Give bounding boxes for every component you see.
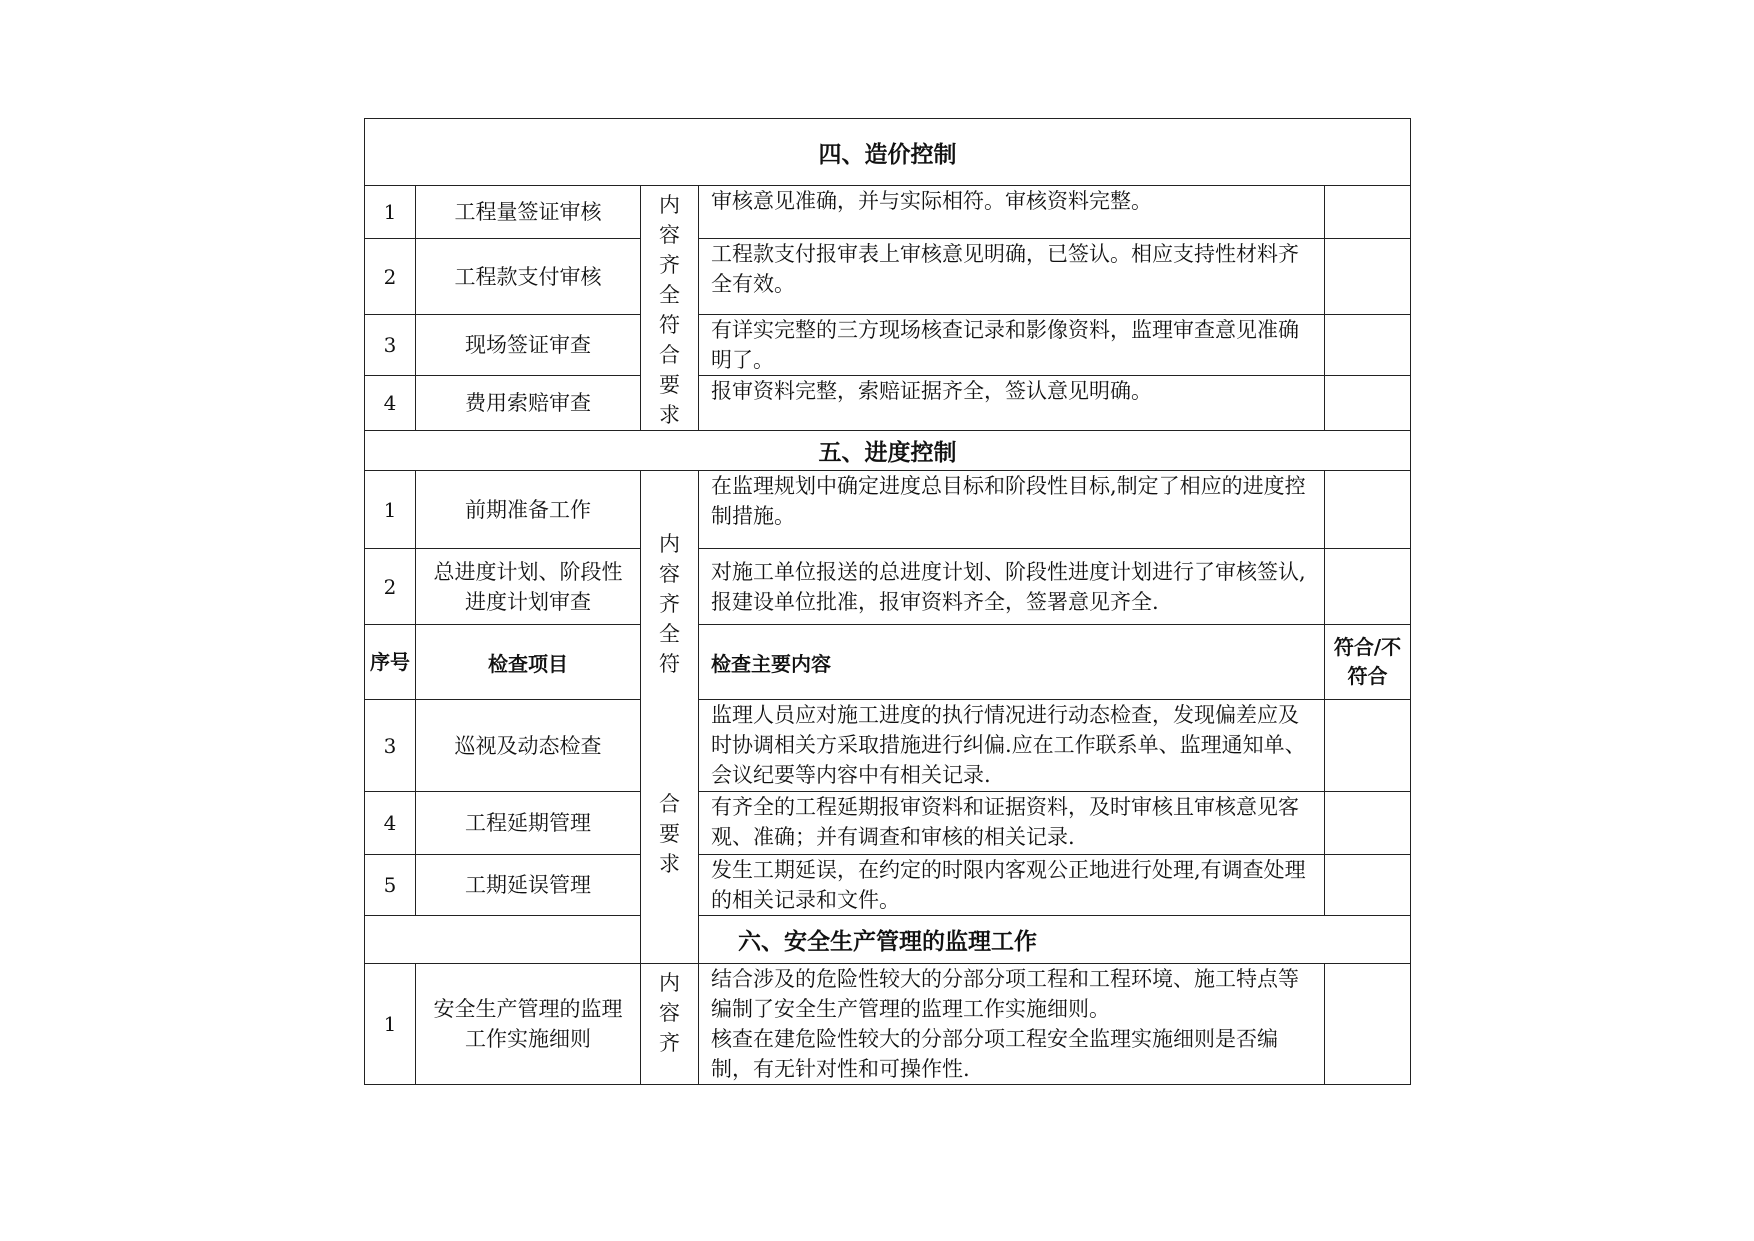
table-row — [365, 239, 1411, 315]
table-row — [365, 471, 1411, 549]
table-row — [365, 700, 1411, 792]
inspection-sheet — [364, 118, 1411, 1085]
header-number: 序号 — [365, 625, 416, 700]
conformity-cell[interactable] — [1325, 471, 1411, 549]
header-check-item: 检查项目 — [416, 625, 641, 700]
check-item: 工期延误管理 — [416, 855, 641, 916]
check-content: 审核意见准确，并与实际相符。审核资料完整。 — [699, 186, 1325, 239]
check-item: 费用索赔审查 — [416, 376, 641, 431]
conformity-cell[interactable] — [1325, 549, 1411, 625]
header-conformity: 符合/不符合 — [1325, 625, 1411, 700]
check-item: 安全生产管理的监理工作实施细则 — [416, 964, 641, 1085]
row-number: 5 — [365, 855, 416, 916]
header-check-content: 检查主要内容 — [699, 625, 1325, 700]
row-number: 2 — [365, 549, 416, 625]
section-title-schedule-control: 五、进度控制 — [365, 431, 1411, 471]
check-item: 工程款支付审核 — [416, 239, 641, 315]
check-content: 有详实完整的三方现场核查记录和影像资料，监理审查意见准确明了。 — [699, 315, 1325, 376]
conformity-cell[interactable] — [1325, 186, 1411, 239]
row-number: 1 — [365, 471, 416, 549]
check-item: 总进度计划、阶段性进度计划审查 — [416, 549, 641, 625]
check-content: 监理人员应对施工进度的执行情况进行动态检查，发现偏差应及时协调相关方采取措施进行纠偏.应在工作联系单、监理通知单、会议纪要等内容中有相关记录. — [699, 700, 1325, 792]
row-number: 2 — [365, 239, 416, 315]
table-row — [365, 376, 1411, 431]
check-content: 发生工期延误，在约定的时限内客观公正地进行处理,有调查处理的相关记录和文件。 — [699, 855, 1325, 916]
requirement-text: 内 容 齐 — [659, 971, 680, 1055]
check-item: 前期准备工作 — [416, 471, 641, 549]
table-row — [365, 549, 1411, 625]
check-content: 在监理规划中确定进度总目标和阶段性目标,制定了相应的进度控制措施。 — [699, 471, 1325, 549]
check-item: 现场签证审查 — [416, 315, 641, 376]
table-row — [365, 186, 1411, 239]
table-header-row — [365, 625, 1411, 700]
requirement-text-top: 内 容 齐 全 符 — [659, 532, 680, 676]
conformity-cell[interactable] — [1325, 700, 1411, 792]
row-number: 3 — [365, 315, 416, 376]
requirement-text-bottom: 合 要 求 — [659, 792, 680, 876]
row-number: 1 — [365, 964, 416, 1085]
requirement-cell — [641, 186, 699, 431]
check-item: 工程量签证审核 — [416, 186, 641, 239]
section-title-row — [365, 916, 1411, 964]
inspection-table — [364, 118, 1411, 1085]
conformity-cell[interactable] — [1325, 964, 1411, 1085]
check-content: 报审资料完整，索赔证据齐全，签认意见明确。 — [699, 376, 1325, 431]
check-content — [699, 964, 1325, 1085]
table-row — [365, 855, 1411, 916]
conformity-cell[interactable] — [1325, 239, 1411, 315]
conformity-cell[interactable] — [1325, 315, 1411, 376]
check-content-line-1: 结合涉及的危险性较大的分部分项工程和工程环境、施工特点等编制了安全生产管理的监理工作实施细则。 — [711, 967, 1299, 1021]
section-title-cost-control: 四、造价控制 — [365, 119, 1411, 186]
row-number: 4 — [365, 792, 416, 855]
row-number: 1 — [365, 186, 416, 239]
check-content-line-2: 核查在建危险性较大的分部分项工程安全监理实施细则是否编制，有无针对性和可操作性. — [711, 1027, 1278, 1081]
conformity-cell[interactable] — [1325, 792, 1411, 855]
check-content: 工程款支付报审表上审核意见明确，已签认。相应支持性材料齐全有效。 — [699, 239, 1325, 315]
table-row — [365, 315, 1411, 376]
check-item: 工程延期管理 — [416, 792, 641, 855]
table-row — [365, 792, 1411, 855]
section-title-safety-supervision: 六、安全生产管理的监理工作 — [365, 916, 1411, 964]
conformity-cell[interactable] — [1325, 855, 1411, 916]
check-content: 有齐全的工程延期报审资料和证据资料，及时审核且审核意见客观、准确；并有调查和审核的相关记录. — [699, 792, 1325, 855]
check-content: 对施工单位报送的总进度计划、阶段性进度计划进行了审核签认,报建设单位批准，报审资料齐全，签署意见齐全. — [699, 549, 1325, 625]
requirement-cell — [641, 471, 699, 964]
conformity-cell[interactable] — [1325, 376, 1411, 431]
row-number: 3 — [365, 700, 416, 792]
row-number: 4 — [365, 376, 416, 431]
requirement-cell — [641, 964, 699, 1085]
section-title-row — [365, 431, 1411, 471]
requirement-text: 内 容 齐 全 符 合 要 求 — [659, 193, 680, 427]
table-row — [365, 964, 1411, 1085]
check-item: 巡视及动态检查 — [416, 700, 641, 792]
section-title-row — [365, 119, 1411, 186]
